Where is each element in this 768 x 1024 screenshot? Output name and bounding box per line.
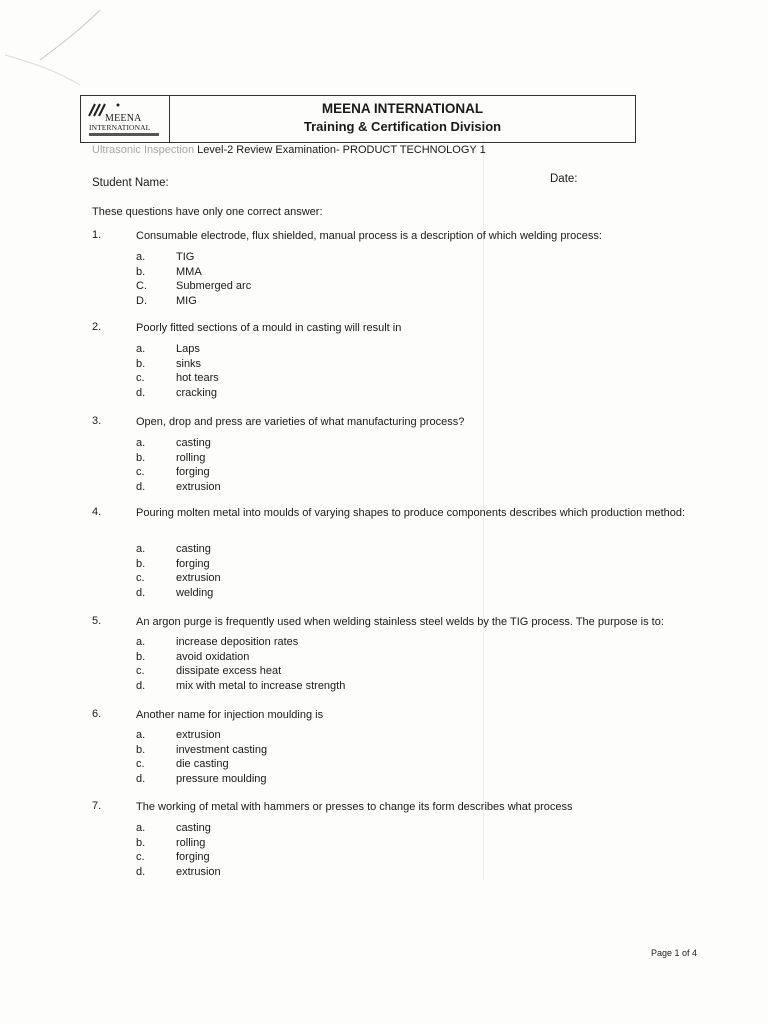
scan-fold-mark-icon [0,0,130,90]
exam-subtitle [92,144,486,156]
instructions: These questions have only one correct answer: [92,206,323,218]
letterhead [80,95,636,143]
question-text: Poorly fitted sections of a mould in casting will result in [136,322,402,334]
option-letter: d. [136,480,146,493]
question-number: 5. [92,615,102,627]
option-text: investment casting [176,743,268,756]
option-letter: a. [136,636,146,648]
option-text: cracking [176,386,217,399]
organization-name: MEENA INTERNATIONAL [321,101,484,116]
option-letter: c. [136,372,145,384]
option-letter: d. [136,386,146,399]
option-text: Submerged arc [176,280,252,292]
logo [81,96,170,142]
question-number: 4. [92,506,102,518]
option-letter: a. [136,729,146,741]
student-name-label: Student Name: [92,177,169,189]
option-letter: c. [136,572,145,584]
question-number: 6. [92,708,102,720]
option-text: extrusion [176,480,221,493]
option-text: welding [176,586,214,599]
question-text: An argon purge is frequently used when welding stainless steel welds by the TIG process. The purpose is to: [136,616,664,628]
option-letter: b. [136,357,146,370]
option-text: pressure moulding [176,772,267,785]
logo-bar [89,133,159,136]
option-letter: d. [136,586,146,599]
option-letter: a. [136,822,146,834]
option-letter: b. [136,650,146,663]
option-letter: a. [136,437,146,449]
option-text: casting [176,437,211,449]
option-text: extrusion [176,865,221,878]
option-text: increase deposition rates [176,636,299,648]
option-text: forging [176,466,210,478]
option-text: mix with metal to increase strength [176,679,346,692]
option-letter: c. [136,665,145,677]
option-letter: b. [136,451,146,464]
option-text: forging [176,851,210,863]
option-text: TIG [176,251,195,263]
option-letter: a. [136,343,146,355]
division-name: Training & Certification Division [303,119,502,134]
option-text: forging [176,557,210,570]
question-number: 7. [92,800,102,812]
option-text: casting [176,822,211,834]
option-letter: d. [136,865,146,878]
question-text: Another name for injection moulding is [136,709,324,721]
question-text: Consumable electrode, flux shielded, manual process is a description of which welding process: [136,230,602,242]
question-text: Open, drop and press are varieties of what manufacturing process? [136,416,465,428]
option-text: sinks [176,357,202,370]
question-text: The working of metal with hammers or presses to change its form describes what process [136,801,573,813]
option-letter: b. [136,265,146,278]
date-label: Date: [550,173,578,185]
option-text: MMA [176,265,202,278]
letterhead-title [170,96,635,142]
option-letter: a. [136,543,146,555]
option-text: rolling [176,836,206,849]
option-text: hot tears [176,372,219,384]
option-letter: D. [136,294,147,307]
option-letter: b. [136,557,146,570]
option-letter: d. [136,679,146,692]
option-letter: c. [136,851,145,863]
option-text: rolling [176,451,206,464]
option-text: die casting [176,758,229,770]
exam-subtitle-main: Level-2 Review Examination- PRODUCT TECHNOLOGY 1 [197,144,486,156]
option-letter: d. [136,772,146,785]
option-text: casting [176,543,211,555]
question-text: Pouring molten metal into moulds of varying shapes to produce components describes which production method: [136,507,686,519]
option-letter: c. [136,466,145,478]
option-letter: b. [136,836,146,849]
page-number: Page 1 of 4 [651,948,698,958]
option-letter: a. [136,251,146,263]
option-text: Laps [176,343,200,355]
option-text: dissipate excess heat [176,665,282,677]
option-text: extrusion [176,729,221,741]
logo-text-meena: MEENA [105,113,142,124]
option-text: avoid oxidation [176,650,250,663]
option-letter: c. [136,758,145,770]
question-number: 1. [92,229,102,241]
option-text: extrusion [176,572,221,584]
logo-text-international: INTERNATIONAL [89,123,151,132]
option-letter: C. [136,280,147,292]
question-number: 3. [92,415,102,427]
option-text: MIG [176,294,197,307]
option-letter: b. [136,743,146,756]
question-number: 2. [92,321,102,333]
exam-subtitle-faded: Ultrasonic Inspection [92,144,198,156]
